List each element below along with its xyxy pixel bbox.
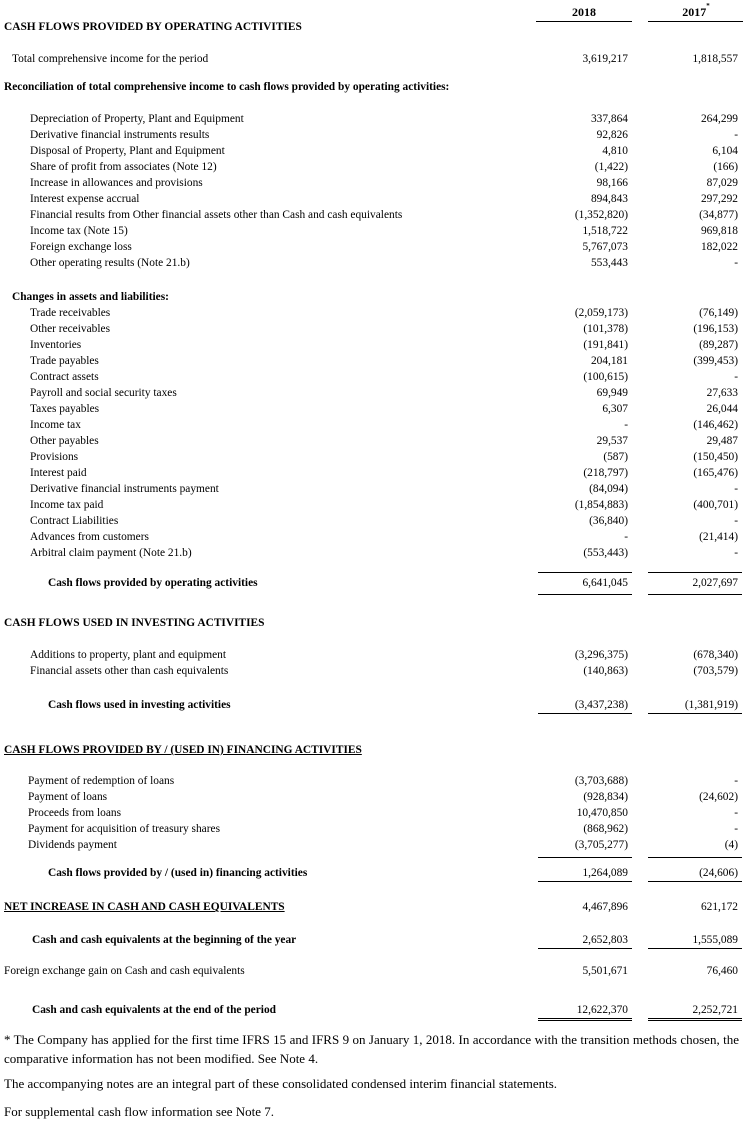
row-value-2018: (218,797) <box>583 467 628 479</box>
row-value-2018: 4,810 <box>602 145 628 157</box>
section-operating-title <box>0 22 743 38</box>
row-value-2017: 2,027,697 <box>692 577 738 589</box>
reconciliation-row <box>0 226 743 242</box>
row-value-2017: (400,701) <box>693 499 738 511</box>
row-value-2017: - <box>734 807 738 819</box>
reconciliation-title-text: Reconciliation of total comprehensive income to cash flows provided by operating activities: <box>4 81 450 93</box>
row-label: Proceeds from loans <box>28 807 121 819</box>
changes-row <box>0 484 743 500</box>
note-supplemental: For supplemental cash flow information see Note 7. <box>4 1104 275 1119</box>
row-value-2018: (1,422) <box>594 161 628 173</box>
row-value-2018: 204,181 <box>590 355 628 367</box>
row-fx-gain <box>0 966 743 982</box>
section-investing-title-text: CASH FLOWS USED IN INVESTING ACTIVITIES <box>4 617 265 629</box>
row-value-2017: (89,287) <box>699 339 738 351</box>
note-ifrs: * The Company has applied for the first time IFRS 15 and IFRS 9 on January 1, 2018. In accordance with the transition methods chosen, the comparative information has not been modified. See Note 4. <box>4 1032 739 1066</box>
changes-row <box>0 388 743 404</box>
row-label: Derivative financial instruments payment <box>30 483 219 495</box>
row-value-2017: (150,450) <box>693 451 738 463</box>
row-value-2018: (100,615) <box>583 371 628 383</box>
operating-total-rule-2017 <box>648 572 742 573</box>
changes-row <box>0 452 743 468</box>
row-label: Provisions <box>30 451 79 463</box>
financing-row <box>0 824 743 840</box>
row-value-2018: 69,949 <box>596 387 628 399</box>
row-label: Cash flows provided by operating activities <box>48 577 258 589</box>
row-label: Taxes payables <box>30 403 100 415</box>
row-value-2017: (21,414) <box>699 531 738 543</box>
row-value-2017: (76,149) <box>699 307 738 319</box>
row-value-2017: (399,453) <box>693 355 738 367</box>
row-label: Payment of redemption of loans <box>28 775 175 787</box>
column-header-2018 <box>536 6 632 18</box>
row-label: Interest expense accrual <box>30 193 140 205</box>
reconciliation-row <box>0 146 743 162</box>
row-value-2018: 4,467,896 <box>582 901 628 913</box>
reconciliation-row <box>0 130 743 146</box>
changes-row <box>0 372 743 388</box>
row-label: Financial results from Other financial assets other than Cash and cash equivalents <box>30 209 403 221</box>
changes-row <box>0 532 743 548</box>
section-financing-title <box>0 745 743 761</box>
row-label: Cash and cash equivalents at the end of the period <box>32 1004 276 1016</box>
row-label: Income tax paid <box>30 499 104 511</box>
row-label: Other receivables <box>30 323 111 335</box>
row-value-2018: (3,705,277) <box>574 839 628 851</box>
beginning-underline-2018 <box>538 948 632 949</box>
financing-row <box>0 792 743 808</box>
row-value-2018: 98,166 <box>596 177 628 189</box>
row-label: Share of profit from associates (Note 12) <box>30 161 217 173</box>
row-label: Payment for acquisition of treasury shares <box>28 823 221 835</box>
row-value-2017: (703,579) <box>693 665 738 677</box>
row-value-2018: 12,622,370 <box>576 1004 628 1016</box>
row-label: Advances from customers <box>30 531 149 543</box>
row-label: Trade payables <box>30 355 99 367</box>
beginning-underline-2017 <box>648 948 742 949</box>
row-label: Contract assets <box>30 371 99 383</box>
row-value-2017: 76,460 <box>706 965 738 977</box>
column-header-2017-label: 2017 <box>682 5 707 19</box>
row-value-2017: (678,340) <box>693 649 738 661</box>
ending-underline-2018-a <box>538 1018 632 1019</box>
row-value-2017: (4) <box>724 839 738 851</box>
row-value-2017: 6,104 <box>712 145 738 157</box>
row-value-2017: - <box>734 129 738 141</box>
row-value-2018: (2,059,173) <box>574 307 628 319</box>
changes-row <box>0 308 743 324</box>
ending-underline-2017-a <box>648 1018 742 1019</box>
row-value-2018: (140,863) <box>583 665 628 677</box>
row-value-2018: (587) <box>603 451 628 463</box>
row-value-2018: 337,864 <box>590 113 628 125</box>
row-value-2017: 182,022 <box>700 241 738 253</box>
row-value-2018: (1,352,820) <box>574 209 628 221</box>
changes-row <box>0 436 743 452</box>
row-label: Cash flows used in investing activities <box>48 699 231 711</box>
row-label: Other operating results (Note 21.b) <box>30 257 190 269</box>
row-value-2017: 26,044 <box>706 403 738 415</box>
row-value-2017: - <box>734 371 738 383</box>
row-label: Cash flows provided by / (used in) financing activities <box>48 867 308 879</box>
row-value-2017: 969,818 <box>700 225 738 237</box>
reconciliation-row <box>0 210 743 226</box>
row-label: Payment of loans <box>28 791 108 803</box>
ending-underline-2018-b <box>538 1020 632 1021</box>
row-label: Contract Liabilities <box>30 515 119 527</box>
financing-items-underline-2017 <box>648 857 742 858</box>
investing-total-underline-2017 <box>648 713 742 714</box>
note-integral: The accompanying notes are an integral part of these consolidated condensed interim financial statements. <box>4 1076 558 1091</box>
row-value-2017: - <box>734 775 738 787</box>
row-label: Payroll and social security taxes <box>30 387 177 399</box>
changes-row <box>0 500 743 516</box>
section-investing-title <box>0 618 743 634</box>
row-value-2017: (24,606) <box>699 867 738 879</box>
row-operating-total <box>0 578 743 594</box>
row-value-2018: - <box>624 419 628 431</box>
row-value-2018: (868,962) <box>583 823 628 835</box>
row-value-2018: 1,264,089 <box>582 867 628 879</box>
row-value-2017: 1,818,557 <box>692 53 738 65</box>
column-header-2018-label: 2018 <box>572 5 596 19</box>
row-value-2017: 621,172 <box>700 901 738 913</box>
row-value-2017: - <box>734 257 738 269</box>
row-label: Arbitral claim payment (Note 21.b) <box>30 547 192 559</box>
row-value-2018: 3,619,217 <box>582 53 628 65</box>
reconciliation-row <box>0 242 743 258</box>
section-financing-title-text: CASH FLOWS PROVIDED BY / (USED IN) FINANCING ACTIVITIES <box>4 744 362 756</box>
row-net-increase <box>0 902 743 918</box>
row-value-2018: (3,703,688) <box>574 775 628 787</box>
operating-total-rule-2018 <box>538 572 632 573</box>
row-label: Dividends payment <box>28 839 117 851</box>
row-label: Financial assets other than cash equivalents <box>30 665 229 677</box>
financing-total-underline-2018 <box>538 881 632 882</box>
row-value-2018: 1,518,722 <box>582 225 628 237</box>
row-value-2017: (24,602) <box>699 791 738 803</box>
financing-row <box>0 776 743 792</box>
row-value-2018: 10,470,850 <box>576 807 628 819</box>
row-value-2018: (1,854,883) <box>574 499 628 511</box>
investing-row <box>0 666 743 682</box>
row-value-2018: 2,652,803 <box>582 934 628 946</box>
row-value-2018: 5,501,671 <box>582 965 628 977</box>
row-label: Depreciation of Property, Plant and Equipment <box>30 113 244 125</box>
row-value-2017: (34,877) <box>699 209 738 221</box>
row-label: Trade receivables <box>30 307 111 319</box>
row-value-2017: 29,487 <box>706 435 738 447</box>
row-value-2018: - <box>624 531 628 543</box>
row-label: Increase in allowances and provisions <box>30 177 203 189</box>
row-value-2018: (3,437,238) <box>574 699 628 711</box>
row-value-2017: 264,299 <box>700 113 738 125</box>
changes-row <box>0 340 743 356</box>
changes-row <box>0 468 743 484</box>
row-value-2017: 87,029 <box>706 177 738 189</box>
row-value-2018: (36,840) <box>589 515 628 527</box>
row-value-2018: (191,841) <box>583 339 628 351</box>
row-label: Disposal of Property, Plant and Equipment <box>30 145 225 157</box>
operating-total-underline-2018 <box>538 594 632 595</box>
row-value-2017: (165,476) <box>693 467 738 479</box>
changes-row <box>0 356 743 372</box>
reconciliation-row <box>0 114 743 130</box>
row-value-2018: 29,537 <box>596 435 628 447</box>
changes-row <box>0 420 743 436</box>
row-value-2017: - <box>734 515 738 527</box>
row-value-2017: (166) <box>713 161 738 173</box>
reconciliation-row <box>0 258 743 274</box>
row-value-2018: (553,443) <box>583 547 628 559</box>
row-label: Additions to property, plant and equipment <box>30 649 227 661</box>
column-header-2017-mark: * <box>706 2 710 10</box>
row-value-2017: 1,555,089 <box>692 934 738 946</box>
reconciliation-title <box>0 82 743 98</box>
operating-total-underline-2017 <box>648 594 742 595</box>
row-label: Income tax <box>30 419 81 431</box>
row-label: Income tax (Note 15) <box>30 225 128 237</box>
row-label: Total comprehensive income for the period <box>12 53 209 65</box>
investing-row <box>0 650 743 666</box>
row-label: Interest paid <box>30 467 87 479</box>
row-label: Derivative financial instruments results <box>30 129 210 141</box>
changes-row <box>0 516 743 532</box>
row-value-2018: 553,443 <box>590 257 628 269</box>
row-value-2018: 6,307 <box>602 403 628 415</box>
row-value-2017: - <box>734 823 738 835</box>
changes-title-text: Changes in assets and liabilities: <box>12 291 169 303</box>
column-header-2017 <box>648 2 743 19</box>
row-label: Cash and cash equivalents at the beginning of the year <box>32 934 297 946</box>
row-value-2018: 6,641,045 <box>582 577 628 589</box>
row-label: Other payables <box>30 435 99 447</box>
row-value-2018: (84,094) <box>589 483 628 495</box>
financing-row <box>0 840 743 856</box>
row-value-2017: 27,633 <box>706 387 738 399</box>
changes-title <box>0 292 743 308</box>
investing-total-underline-2018 <box>538 713 632 714</box>
row-value-2017: 2,252,721 <box>692 1004 738 1016</box>
row-label: Foreign exchange gain on Cash and cash equivalents <box>4 965 245 977</box>
row-value-2018: (101,378) <box>583 323 628 335</box>
row-value-2018: 5,767,073 <box>582 241 628 253</box>
financing-total-underline-2017 <box>648 881 742 882</box>
row-value-2017: (146,462) <box>693 419 738 431</box>
financing-row <box>0 808 743 824</box>
row-value-2018: 92,826 <box>596 129 628 141</box>
changes-row <box>0 404 743 420</box>
section-operating-title-text: CASH FLOWS PROVIDED BY OPERATING ACTIVITIES <box>4 21 302 33</box>
changes-row <box>0 324 743 340</box>
reconciliation-row <box>0 194 743 210</box>
changes-row <box>0 548 743 564</box>
row-value-2018: (928,834) <box>583 791 628 803</box>
reconciliation-row <box>0 178 743 194</box>
row-value-2017: - <box>734 547 738 559</box>
row-value-2018: (3,296,375) <box>574 649 628 661</box>
row-value-2018: 894,843 <box>590 193 628 205</box>
row-value-2017: (1,381,919) <box>684 699 738 711</box>
row-label: NET INCREASE IN CASH AND CASH EQUIVALENTS <box>4 901 285 913</box>
row-label: Inventories <box>30 339 82 351</box>
ending-underline-2017-b <box>648 1020 742 1021</box>
row-total-comprehensive-income <box>0 54 743 70</box>
reconciliation-row <box>0 162 743 178</box>
row-value-2017: 297,292 <box>700 193 738 205</box>
row-label: Foreign exchange loss <box>30 241 132 253</box>
financing-items-underline-2018 <box>538 857 632 858</box>
row-value-2017: (196,153) <box>693 323 738 335</box>
row-value-2017: - <box>734 483 738 495</box>
